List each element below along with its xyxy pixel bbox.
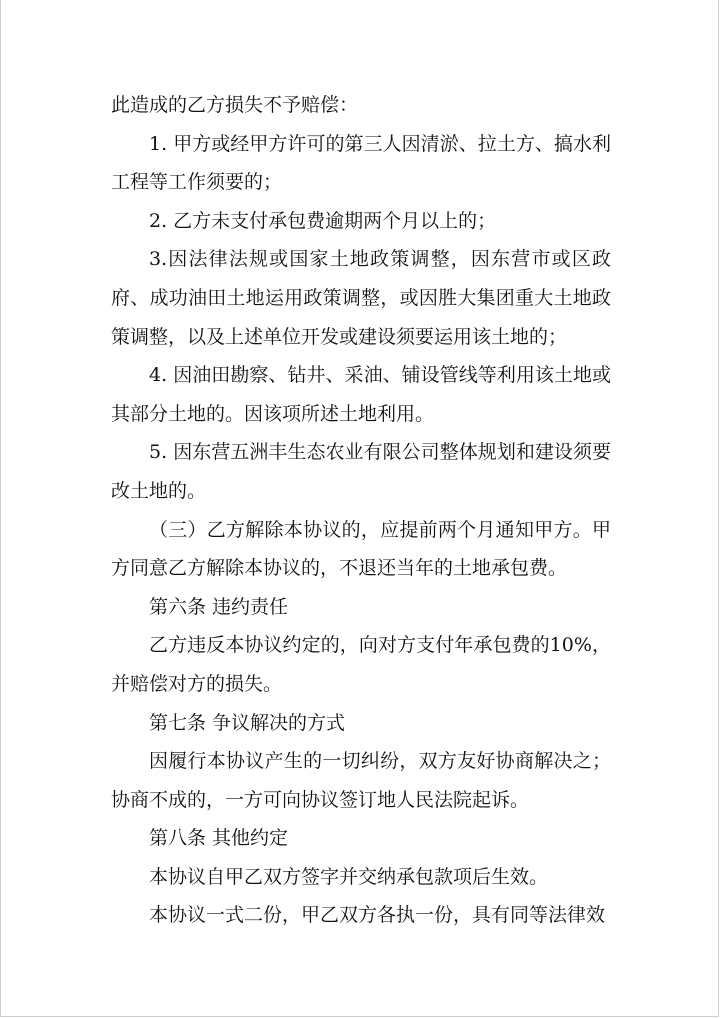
document-body (111, 86, 611, 935)
article-6-heading: 第六条 违约责任 (149, 595, 289, 618)
article-6-body: 乙方违反本协议约定的，向对方支付年承包费的10%，并赔偿对方的损失。 (111, 634, 611, 695)
article-7-heading: 第七条 争议解决的方式 (149, 711, 346, 734)
article-8-heading: 第八条 其他约定 (149, 827, 289, 850)
paragraph-item-3: 3.因法律法规或国家土地政策调整，因东营市或区政府、成功油田土地运用政策调整，或因胜大集团重大土地政策调整，以及上述单位开发或建设须要运用该土地的； (111, 248, 611, 348)
article-8-effectiveness: 本协议自甲乙双方签字并交纳承包款项后生效。 (149, 865, 549, 888)
article-7-body: 因履行本协议产生的一切纠纷，双方友好协商解决之；协商不成的，一方可向协议签订地人民法院起诉。 (111, 750, 611, 811)
paragraph-item-4: 4. 因油田勘察、钻井、采油、铺设管线等利用该土地或其部分土地的。因该项所述土地利用。 (111, 364, 611, 425)
paragraph-termination-by-party-b: （三）乙方解除本协议的，应提前两个月通知甲方。甲方同意乙方解除本协议的，不退还当年的土地承包费。 (111, 518, 611, 580)
paragraph-intro: 此造成的乙方损失不予赔偿： (111, 94, 359, 116)
paragraph-item-1: 1. 甲方或经甲方许可的第三人因清淤、拉土方、搞水利工程等工作须要的； (111, 132, 611, 194)
paragraph-item-2: 2. 乙方未支付承包费逾期两个月以上的； (149, 209, 497, 232)
paragraph-item-5: 5. 因东营五洲丰生态农业有限公司整体规划和建设须要改土地的。 (111, 441, 611, 502)
article-8-copies: 本协议一式二份，甲乙双方各执一份，具有同等法律效 (149, 904, 606, 927)
